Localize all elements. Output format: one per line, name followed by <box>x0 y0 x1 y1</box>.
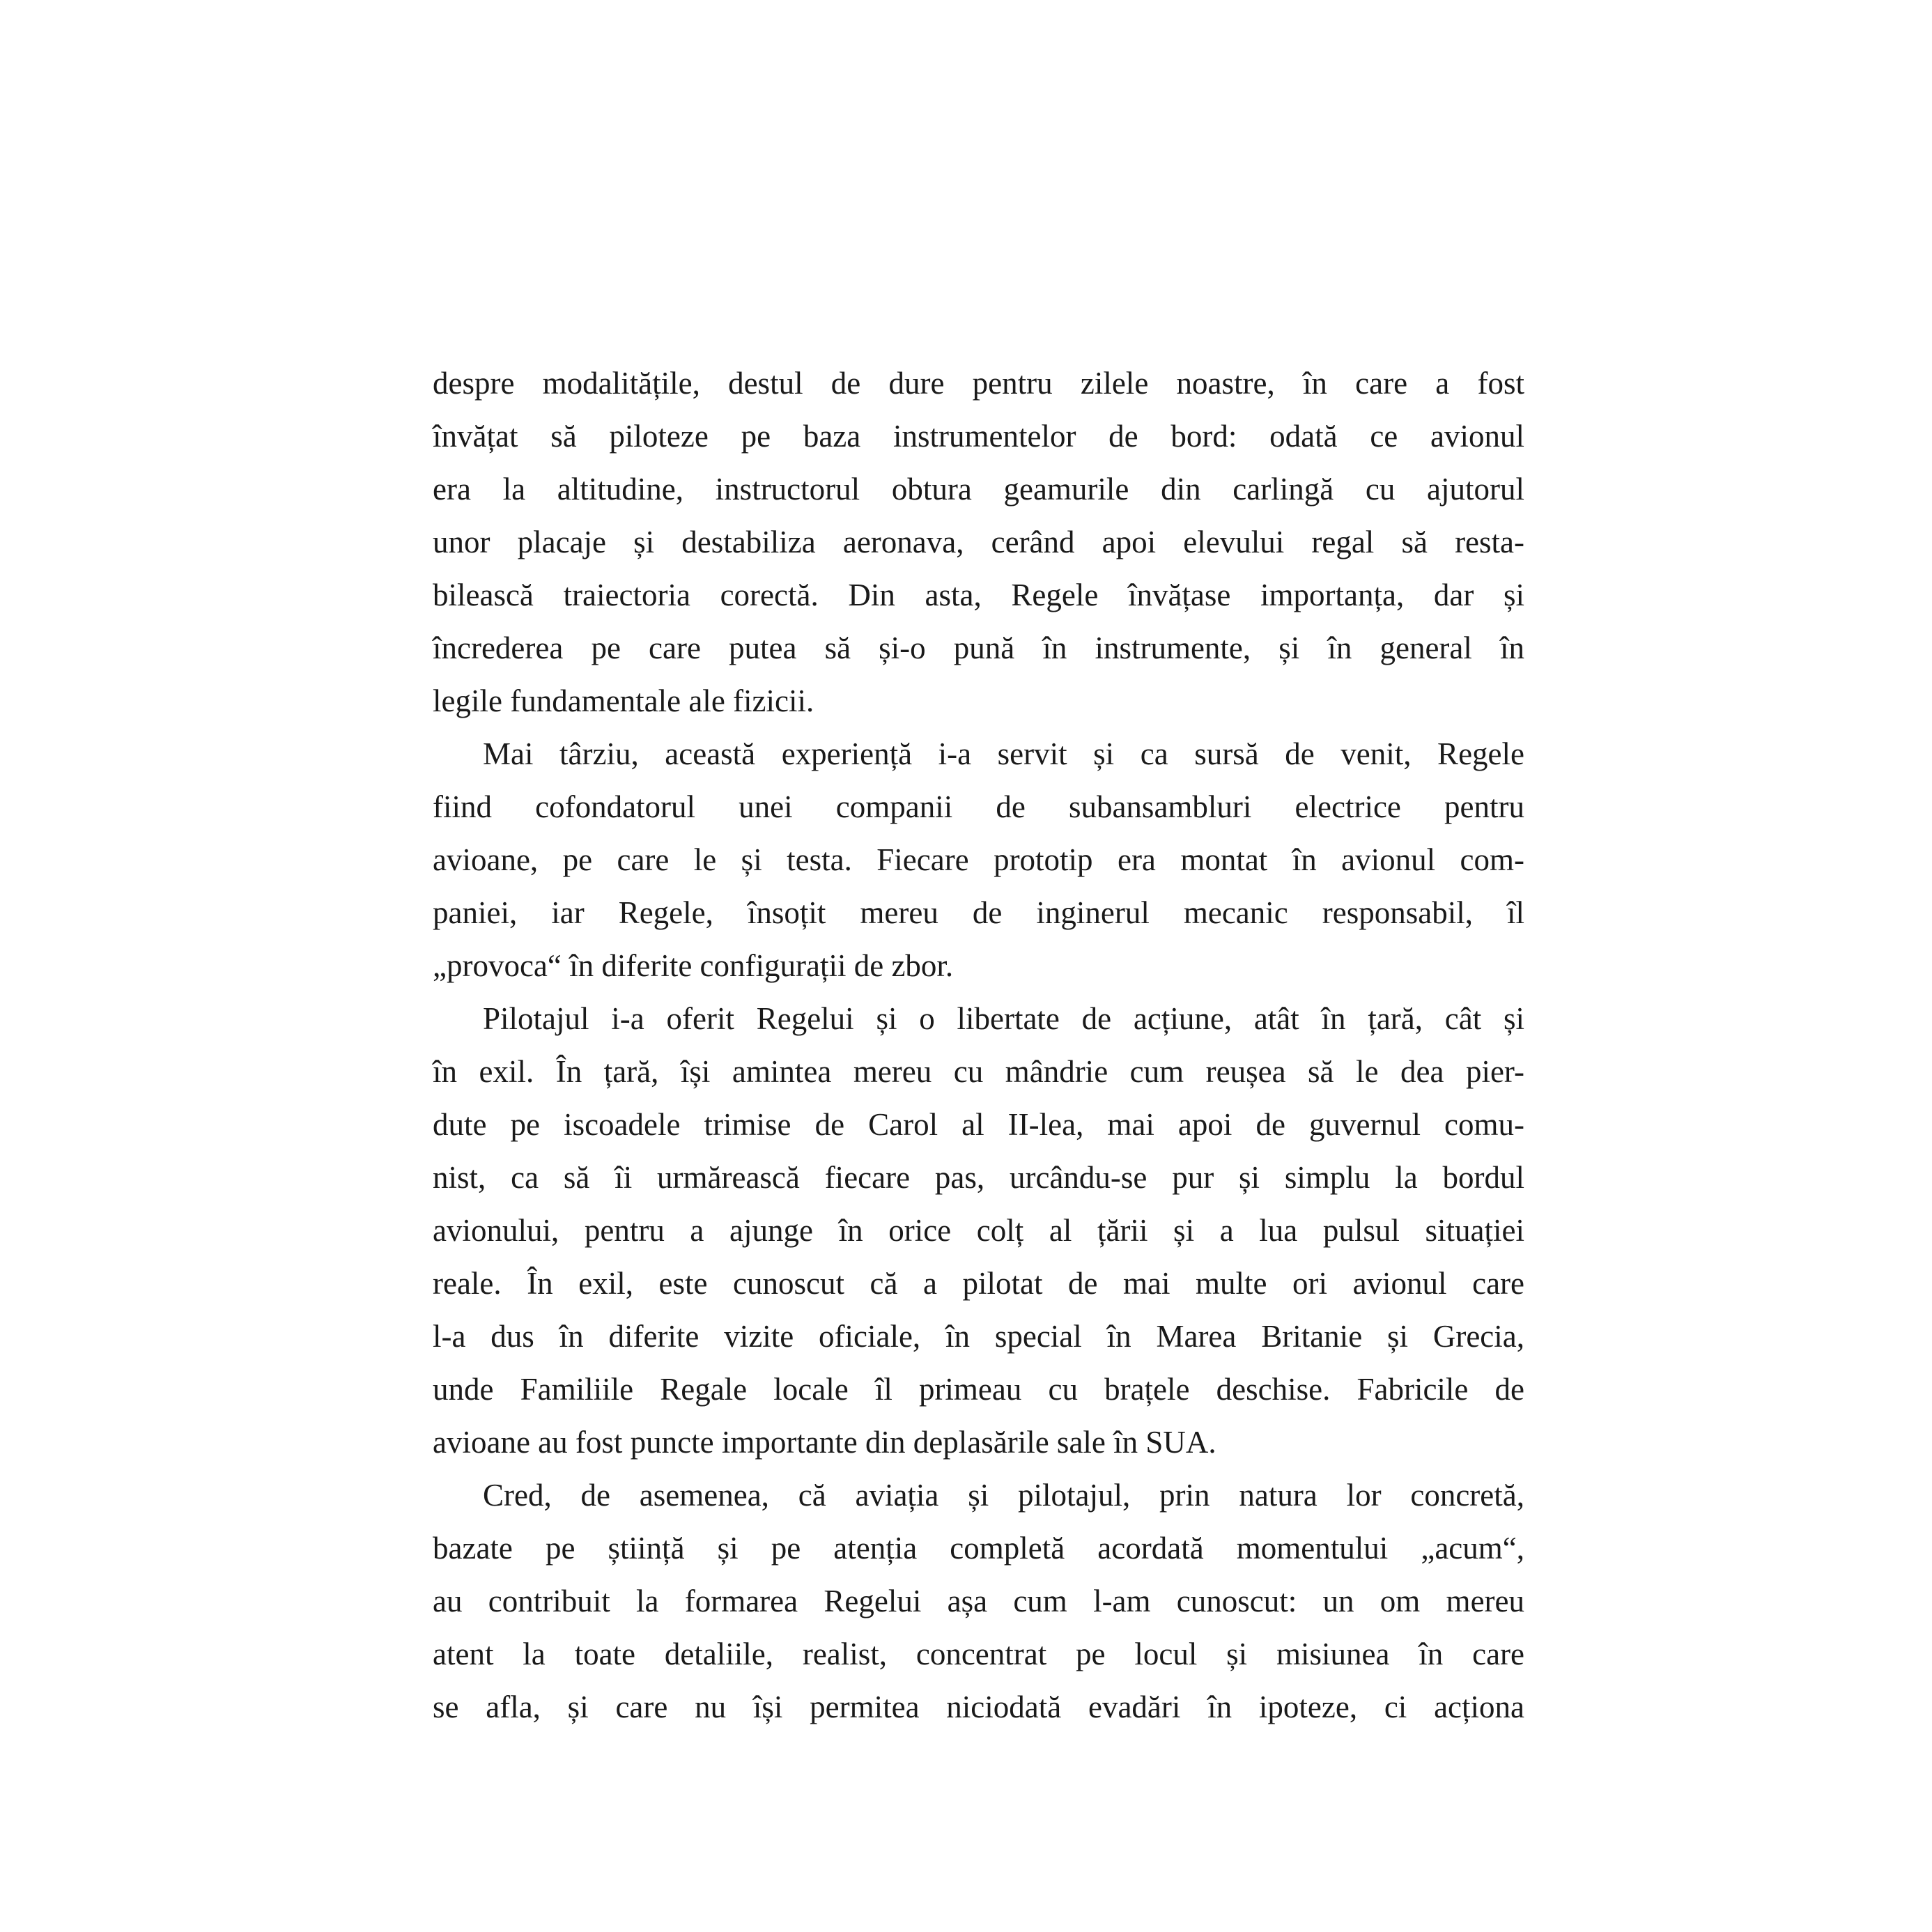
text-line: fiind cofondatorul unei companii de subansambluri electrice pentru <box>433 789 1524 824</box>
paragraph <box>433 727 1524 992</box>
text-line: unde Familiile Regale locale îl primeau cu brațele deschise. Fabricile de <box>433 1372 1524 1407</box>
paragraph <box>433 1469 1524 1733</box>
text-line: învățat să piloteze pe baza instrumentelor de bord: odată ce avionul <box>433 419 1524 454</box>
text-line: reale. În exil, este cunoscut că a pilotat de mai multe ori avionul care <box>433 1266 1524 1301</box>
text-line: atent la toate detaliile, realist, concentrat pe locul și misiunea în care <box>433 1637 1524 1671</box>
text-line: paniei, iar Regele, însoțit mereu de inginerul mecanic responsabil, îl <box>433 895 1524 930</box>
text-line: în exil. În țară, își amintea mereu cu mândrie cum reușea să le dea pier- <box>433 1054 1524 1089</box>
text-line: Mai târziu, această experiență i-a servit și ca sursă de venit, Regele <box>483 736 1524 771</box>
text-line: nist, ca să îi urmărească fiecare pas, urcându-se pur și simplu la bordul <box>433 1160 1524 1195</box>
text-line: bazate pe știință și pe atenția completă acordată momentului „acum“, <box>433 1531 1524 1566</box>
text-line: l-a dus în diferite vizite oficiale, în special în Marea Britanie și Grecia, <box>433 1319 1524 1354</box>
text-line: unor placaje și destabiliza aeronava, cerând apoi elevului regal să resta- <box>433 525 1524 559</box>
text-line: încrederea pe care putea să și-o pună în instrumente, și în general în <box>433 631 1524 665</box>
text-line: legile fundamentale ale fizicii. <box>433 683 814 718</box>
text-line: avioane au fost puncte importante din deplasările sale în SUA. <box>433 1425 1216 1460</box>
paragraph <box>433 357 1524 727</box>
text-line: au contribuit la formarea Regelui așa cum l-am cunoscut: un om mereu <box>433 1584 1524 1618</box>
text-line: Cred, de asemenea, că aviația și pilotajul, prin natura lor concretă, <box>483 1478 1524 1513</box>
body-text <box>433 357 1524 1733</box>
text-line: dute pe iscoadele trimise de Carol al II-lea, mai apoi de guvernul comu- <box>433 1107 1524 1142</box>
text-line: se afla, și care nu își permitea niciodată evadări în ipoteze, ci acționa <box>433 1690 1524 1724</box>
text-line: bilească traiectoria corectă. Din asta, Regele învățase importanța, dar și <box>433 578 1524 612</box>
text-line: era la altitudine, instructorul obtura geamurile din carlingă cu ajutorul <box>433 472 1524 507</box>
text-line: avionului, pentru a ajunge în orice colț al țării și a lua pulsul situației <box>433 1213 1524 1248</box>
text-line: avioane, pe care le și testa. Fiecare prototip era montat în avionul com- <box>433 842 1524 877</box>
text-line: Pilotajul i-a oferit Regelui și o libertate de acțiune, atât în țară, cât și <box>483 1001 1524 1036</box>
text-line: „provoca“ în diferite configurații de zbor. <box>433 948 954 983</box>
text-line: despre modalitățile, destul de dure pentru zilele noastre, în care a fost <box>433 366 1524 401</box>
paragraph <box>433 992 1524 1469</box>
